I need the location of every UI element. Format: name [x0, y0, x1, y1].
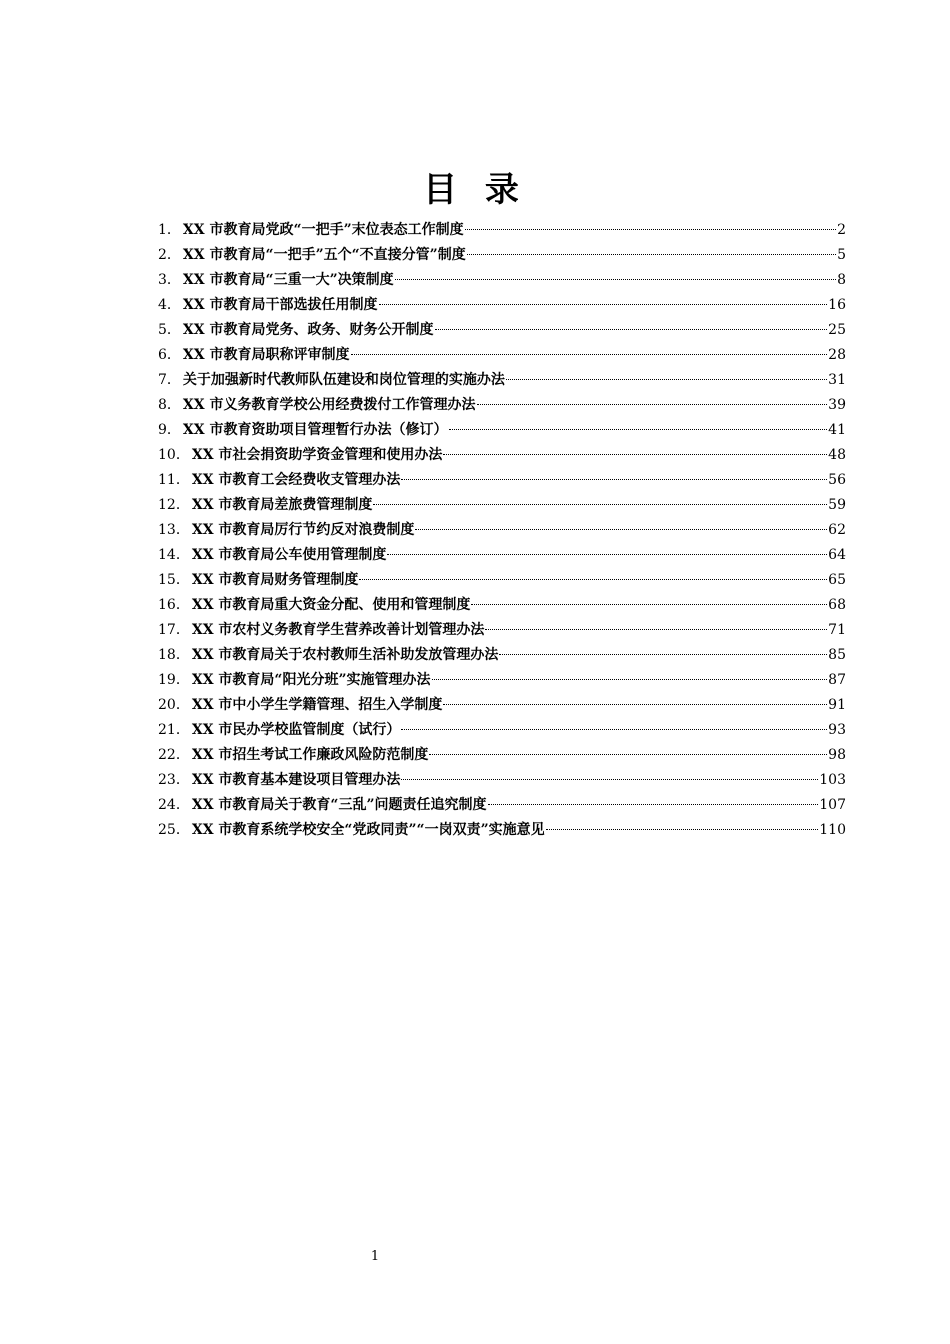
toc-entry[interactable] — [158, 793, 846, 818]
toc-entry-number: 19． — [158, 672, 190, 688]
toc-entry-title: XX 市教育局关于教育“三乱”问题责任追究制度 — [191, 797, 487, 813]
toc-dot-leader — [379, 304, 828, 305]
toc-dot-leader — [432, 679, 828, 680]
toc-dot-leader — [465, 229, 836, 230]
toc-entry[interactable] — [158, 518, 846, 543]
toc-dot-leader — [401, 779, 818, 780]
toc-entry-number: 3． — [158, 272, 181, 288]
toc-entry-title: XX 市教育局“一把手”五个“不直接分管”制度 — [182, 247, 466, 263]
toc-entry-number: 2． — [158, 247, 181, 263]
toc-entry-page: 25 — [828, 322, 846, 338]
toc-entry[interactable] — [158, 618, 846, 643]
toc-entry[interactable] — [158, 368, 846, 393]
toc-entry-page: 28 — [828, 347, 846, 363]
toc-entry-title: XX 市招生考试工作廉政风险防范制度 — [191, 747, 429, 763]
toc-entry-page: 56 — [828, 472, 846, 488]
toc-entry-page: 41 — [828, 422, 846, 438]
toc-entry-number: 23． — [158, 772, 190, 788]
toc-entry-title: XX 市教育局党务、政务、财务公开制度 — [182, 322, 434, 338]
toc-entry[interactable] — [158, 443, 846, 468]
toc-dot-leader — [443, 454, 827, 455]
toc-dot-leader — [415, 529, 827, 530]
toc-dot-leader — [546, 829, 819, 830]
toc-entry[interactable] — [158, 343, 846, 368]
toc-entry[interactable] — [158, 768, 846, 793]
toc-entry[interactable] — [158, 668, 846, 693]
toc-entry-number: 6． — [158, 347, 181, 363]
toc-entry-title: XX 市教育局职称评审制度 — [182, 347, 350, 363]
toc-entry-page: 8 — [837, 272, 846, 288]
toc-entry-page: 64 — [828, 547, 846, 563]
toc-entry-number: 16． — [158, 597, 190, 613]
toc-entry-title: XX 市教育局公车使用管理制度 — [191, 547, 387, 563]
toc-dot-leader — [359, 579, 827, 580]
toc-entry-page: 110 — [819, 822, 846, 838]
toc-entry-number: 11． — [158, 472, 190, 488]
toc-entry-number: 21． — [158, 722, 190, 738]
toc-entry-title: XX 市教育局财务管理制度 — [191, 572, 359, 588]
toc-entry-title: XX 市教育局“三重一大”决策制度 — [182, 272, 394, 288]
toc-entry-title: XX 市教育系统学校安全“党政同责”“一岗双责”实施意见 — [191, 822, 545, 838]
toc-entry-number: 20． — [158, 697, 190, 713]
toc-dot-leader — [443, 704, 827, 705]
toc-entry-page: 98 — [828, 747, 846, 763]
toc-entry-page: 39 — [828, 397, 846, 413]
toc-entry-title: XX 市教育基本建设项目管理办法 — [191, 772, 401, 788]
toc-dot-leader — [387, 554, 827, 555]
toc-entry[interactable] — [158, 243, 846, 268]
table-of-contents — [158, 218, 846, 843]
toc-entry-number: 15． — [158, 572, 190, 588]
toc-dot-leader — [351, 354, 828, 355]
toc-entry-page: 62 — [828, 522, 846, 538]
toc-entry-number: 9． — [158, 422, 181, 438]
toc-entry[interactable] — [158, 818, 846, 843]
toc-entry-number: 22． — [158, 747, 190, 763]
toc-entry-title: XX 市教育局党政“一把手”末位表态工作制度 — [182, 222, 464, 238]
toc-entry-title: XX 市教育局差旅费管理制度 — [191, 497, 373, 513]
toc-entry-number: 8． — [158, 397, 181, 413]
toc-entry-title: XX 市义务教育学校公用经费拨付工作管理办法 — [182, 397, 476, 413]
toc-entry-title: XX 市教育局“阳光分班”实施管理办法 — [191, 672, 431, 688]
toc-entry-number: 24． — [158, 797, 190, 813]
toc-entry[interactable] — [158, 493, 846, 518]
toc-entry-page: 16 — [828, 297, 846, 313]
toc-dot-leader — [488, 804, 819, 805]
toc-entry-number: 18． — [158, 647, 190, 663]
toc-entry-page: 59 — [828, 497, 846, 513]
toc-entry[interactable] — [158, 718, 846, 743]
toc-dot-leader — [506, 379, 827, 380]
toc-entry-title: XX 市教育局关于农村教师生活补助发放管理办法 — [191, 647, 499, 663]
toc-dot-leader — [401, 479, 827, 480]
toc-dot-leader — [435, 329, 828, 330]
toc-entry-page: 5 — [837, 247, 846, 263]
toc-dot-leader — [471, 604, 827, 605]
toc-entry-page: 103 — [819, 772, 846, 788]
toc-entry[interactable] — [158, 393, 846, 418]
toc-entry-title: XX 市教育资助项目管理暂行办法（修订） — [182, 422, 448, 438]
toc-entry-title: XX 市教育局厉行节约反对浪费制度 — [191, 522, 415, 538]
toc-entry-page: 85 — [828, 647, 846, 663]
toc-entry-title: XX 市教育工会经费收支管理办法 — [191, 472, 401, 488]
toc-entry-page: 107 — [819, 797, 846, 813]
toc-entry[interactable] — [158, 643, 846, 668]
toc-entry-number: 1． — [158, 222, 181, 238]
toc-entry[interactable] — [158, 218, 846, 243]
toc-entry-number: 4． — [158, 297, 181, 313]
toc-entry[interactable] — [158, 743, 846, 768]
toc-dot-leader — [485, 629, 827, 630]
toc-dot-leader — [401, 729, 827, 730]
toc-entry-page: 71 — [828, 622, 846, 638]
toc-dot-leader — [429, 754, 827, 755]
toc-dot-leader — [499, 654, 827, 655]
toc-entry[interactable] — [158, 693, 846, 718]
toc-entry-number: 7． — [158, 372, 181, 388]
toc-entry-title: XX 市农村义务教育学生营养改善计划管理办法 — [191, 622, 485, 638]
toc-entry[interactable] — [158, 268, 846, 293]
toc-entry-number: 13． — [158, 522, 190, 538]
toc-entry[interactable] — [158, 543, 846, 568]
toc-title: 目 录 — [423, 170, 527, 210]
toc-entry-title: XX 市社会捐资助学资金管理和使用办法 — [191, 447, 443, 463]
toc-entry-page: 31 — [828, 372, 846, 388]
toc-dot-leader — [395, 279, 836, 280]
toc-entry[interactable] — [158, 468, 846, 493]
toc-entry-number: 17． — [158, 622, 190, 638]
toc-entry-title: XX 市民办学校监管制度（试行） — [191, 722, 401, 738]
toc-entry-page: 2 — [837, 222, 846, 238]
toc-entry-title: 关于加强新时代教师队伍建设和岗位管理的实施办法 — [182, 372, 505, 388]
toc-entry-number: 14． — [158, 547, 190, 563]
page-number: 1 — [370, 1249, 380, 1264]
toc-entry[interactable] — [158, 418, 846, 443]
toc-entry-title: XX 市教育局干部选拔任用制度 — [182, 297, 378, 313]
toc-dot-leader — [477, 404, 828, 405]
toc-entry[interactable] — [158, 318, 846, 343]
toc-entry-title: XX 市教育局重大资金分配、使用和管理制度 — [191, 597, 471, 613]
toc-entry-page: 87 — [828, 672, 846, 688]
toc-entry-number: 25． — [158, 822, 190, 838]
toc-entry-number: 5． — [158, 322, 181, 338]
toc-entry[interactable] — [158, 293, 846, 318]
toc-entry-number: 10． — [158, 447, 190, 463]
toc-entry-page: 68 — [828, 597, 846, 613]
toc-dot-leader — [373, 504, 827, 505]
toc-entry-page: 93 — [828, 722, 846, 738]
toc-entry-title: XX 市中小学生学籍管理、招生入学制度 — [191, 697, 443, 713]
toc-entry-page: 48 — [828, 447, 846, 463]
toc-entry[interactable] — [158, 568, 846, 593]
toc-dot-leader — [467, 254, 836, 255]
toc-entry-page: 65 — [828, 572, 846, 588]
toc-entry-page: 91 — [828, 697, 846, 713]
toc-entry-number: 12． — [158, 497, 190, 513]
toc-dot-leader — [449, 429, 828, 430]
toc-entry[interactable] — [158, 593, 846, 618]
